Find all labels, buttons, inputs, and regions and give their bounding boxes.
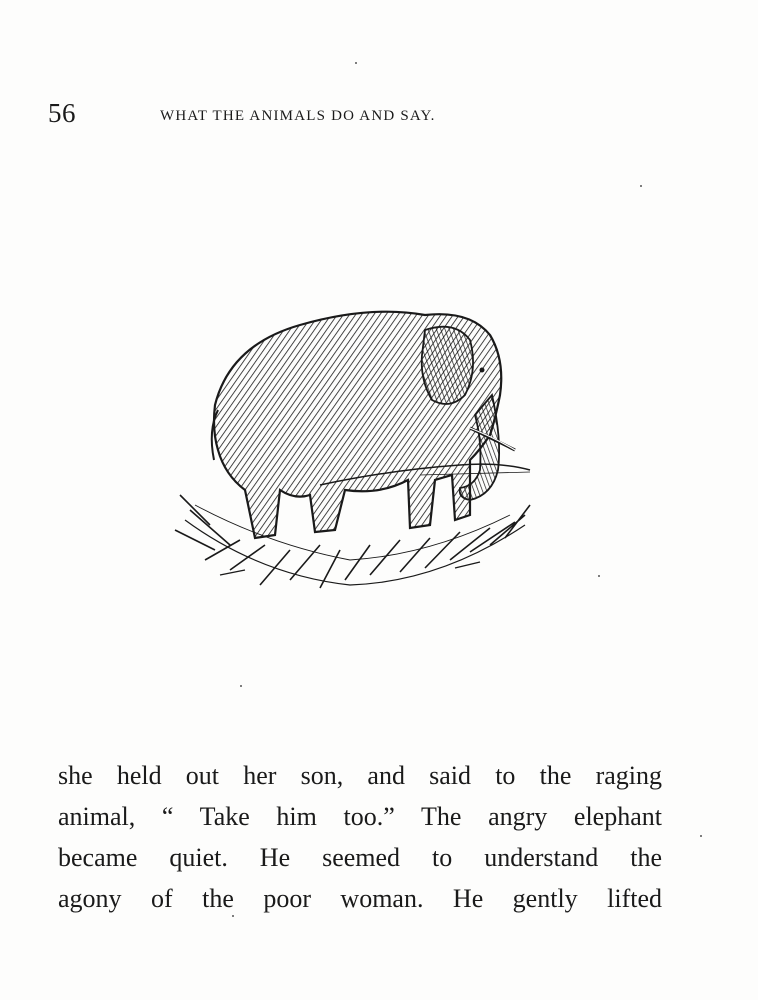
- body-line-3: became quiet. He seemed to understand the: [58, 843, 662, 872]
- paper-speck: [640, 185, 642, 187]
- paper-speck: [700, 835, 702, 837]
- paper-speck: [232, 915, 234, 917]
- running-title: WHAT THE ANIMALS DO AND SAY.: [160, 108, 436, 124]
- elephant-illustration: [170, 300, 540, 595]
- elephant-engraving-icon: [170, 300, 540, 595]
- paper-speck: [240, 685, 242, 687]
- paper-speck: [355, 62, 357, 64]
- body-line-2: animal, “ Take him too.” The angry elephant: [58, 802, 662, 831]
- paper-speck: [598, 575, 600, 577]
- page-number: 56: [48, 98, 76, 128]
- body-line-4: agony of the poor woman. He gently lifted: [58, 884, 662, 913]
- body-line-1: she held out her son, and said to the raging: [58, 761, 662, 790]
- body-text: [58, 755, 662, 919]
